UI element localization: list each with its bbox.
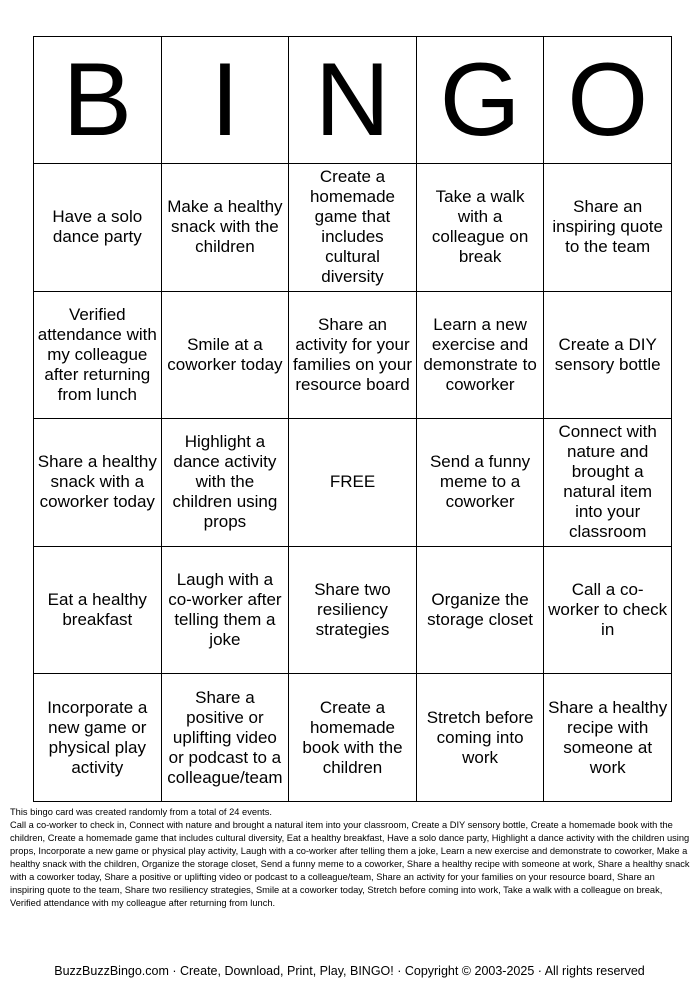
bingo-cell: Highlight a dance activity with the children using props (161, 419, 289, 547)
bingo-cell: Create a homemade game that includes cultural diversity (289, 164, 417, 292)
bingo-cell: Learn a new exercise and demonstrate to coworker (416, 291, 544, 419)
bingo-cell: Share an inspiring quote to the team (544, 164, 672, 292)
bingo-row (34, 419, 672, 547)
bingo-cell: Incorporate a new game or physical play activity (34, 674, 162, 802)
bingo-cell: Share a healthy recipe with someone at work (544, 674, 672, 802)
bingo-cell: Eat a healthy breakfast (34, 546, 162, 674)
copyright-footer: BuzzBuzzBingo.com · Create, Download, Print, Play, BINGO! · Copyright © 2003-2025 · All rights reserved (54, 964, 645, 978)
bingo-row (34, 546, 672, 674)
bingo-cell: Share a positive or uplifting video or podcast to a colleague/team (161, 674, 289, 802)
header-letter: I (161, 37, 289, 164)
bingo-cell: Stretch before coming into work (416, 674, 544, 802)
free-space-cell: FREE (289, 419, 417, 547)
bingo-cell: Share two resiliency strategies (289, 546, 417, 674)
bingo-cell: Make a healthy snack with the children (161, 164, 289, 292)
bingo-row (34, 674, 672, 802)
bingo-row (34, 164, 672, 292)
bingo-cell: Connect with nature and brought a natural item into your classroom (544, 419, 672, 547)
header-letter: G (416, 37, 544, 164)
bingo-cell: Have a solo dance party (34, 164, 162, 292)
event-list-info (10, 806, 690, 910)
info-event-list: Call a co-worker to check in, Connect with nature and brought a natural item into your classroom, Create a DIY sensory bottle, Create a homemade book with the children, Create a homemade game that includes cultural diversity, Eat a healthy breakfast, Have a solo dance party, Highlight a dance activity with the children using props, Incorporate a new game or physical play activity, Laugh with a co-worker after telling them a joke, Learn a new exercise and demonstrate to coworker, Make a healthy snack with the children, Organize the storage closet, Send a funny meme to a coworker, Share a healthy recipe with someone at work, Share a healthy snack with a coworker today, Share a positive or uplifting video or podcast to a colleague/team, Share an activity for your families on your resource board, Share an inspiring quote to the team, Share two resiliency strategies, Smile at a coworker today, Stretch before coming into work, Take a walk with a colleague on break, Verified attendance with my colleague after returning from lunch. (10, 820, 690, 908)
info-intro: This bingo card was created randomly from a total of 24 events. (10, 807, 272, 817)
bingo-cell: Share a healthy snack with a coworker today (34, 419, 162, 547)
bingo-cell: Create a DIY sensory bottle (544, 291, 672, 419)
bingo-header-row (34, 37, 672, 164)
bingo-cell: Verified attendance with my colleague after returning from lunch (34, 291, 162, 419)
bingo-cell: Take a walk with a colleague on break (416, 164, 544, 292)
bingo-cell: Smile at a coworker today (161, 291, 289, 419)
bingo-card (33, 36, 672, 802)
bingo-cell: Laugh with a co-worker after telling them a joke (161, 546, 289, 674)
bingo-row (34, 291, 672, 419)
bingo-cell: Create a homemade book with the children (289, 674, 417, 802)
bingo-cell: Send a funny meme to a coworker (416, 419, 544, 547)
bingo-cell: Call a co-worker to check in (544, 546, 672, 674)
header-letter: B (34, 37, 162, 164)
header-letter: N (289, 37, 417, 164)
bingo-cell: Organize the storage closet (416, 546, 544, 674)
bingo-cell: Share an activity for your families on your resource board (289, 291, 417, 419)
header-letter: O (544, 37, 672, 164)
